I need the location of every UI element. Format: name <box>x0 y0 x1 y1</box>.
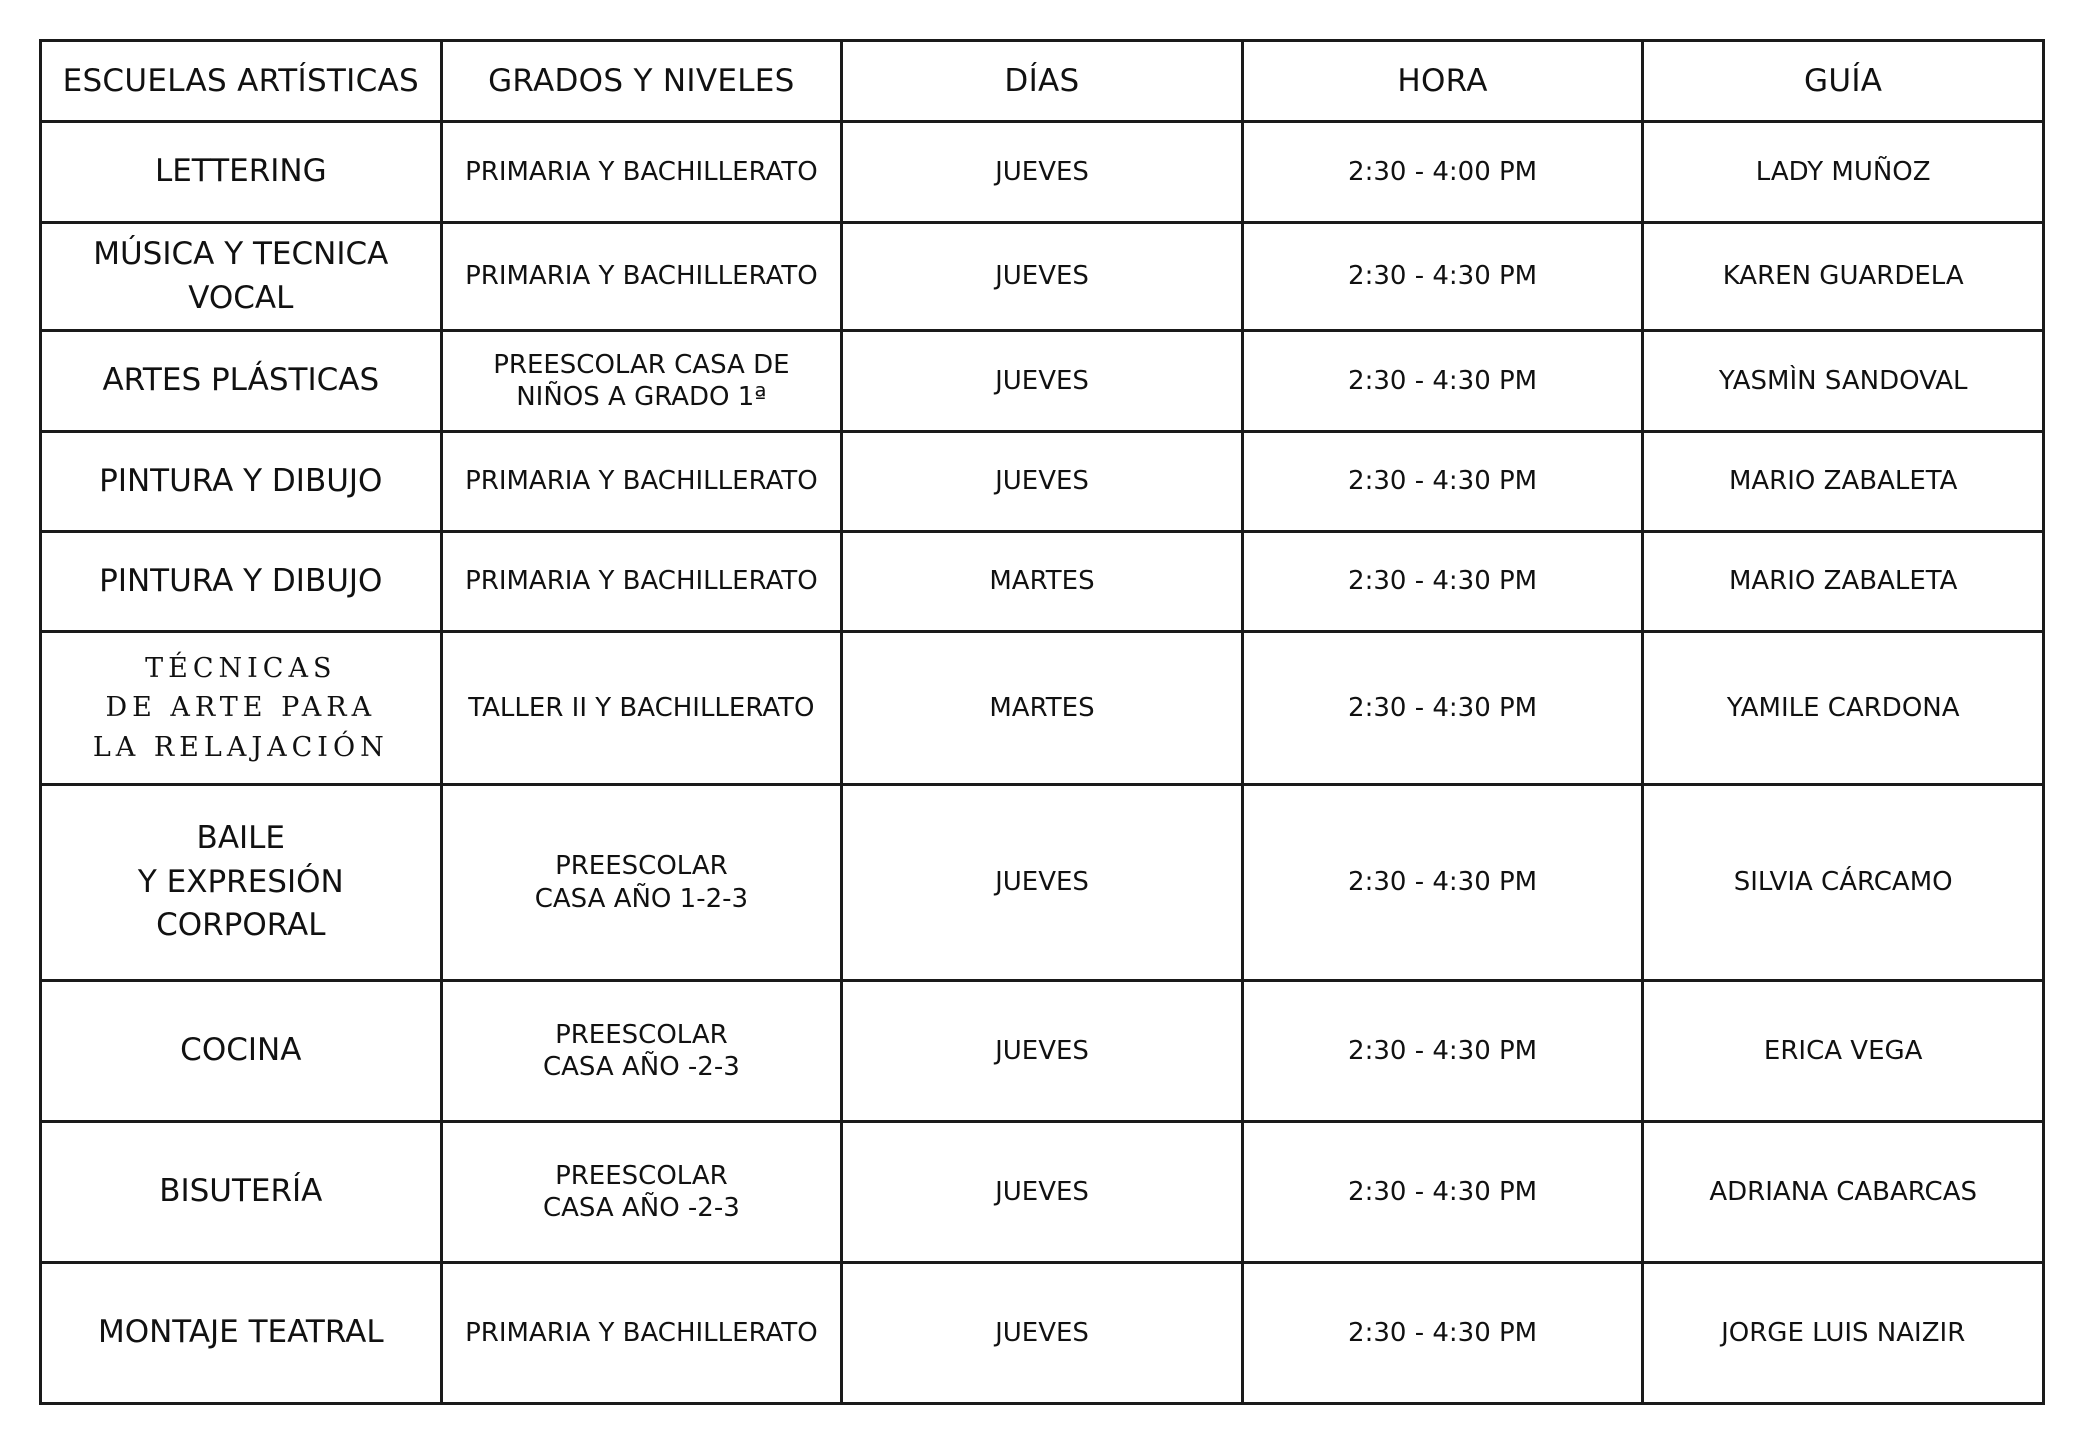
cell-guia: YAMILE CARDONA <box>1643 632 2044 785</box>
schedule-table <box>39 39 2045 1405</box>
cell-dias: JUEVES <box>842 785 1243 981</box>
cell-guia: SILVIA CÁRCAMO <box>1643 785 2044 981</box>
cell-escuela: TÉCNICAS DE ARTE PARA LA RELAJACIÓN <box>41 632 442 785</box>
header-row <box>41 41 2044 122</box>
cell-hora: 2:30 - 4:30 PM <box>1242 532 1643 632</box>
table-row <box>41 532 2044 632</box>
cell-hora: 2:30 - 4:30 PM <box>1242 1263 1643 1404</box>
cell-escuela: BAILE Y EXPRESIÓN CORPORAL <box>41 785 442 981</box>
cell-hora: 2:30 - 4:30 PM <box>1242 223 1643 331</box>
cell-dias: JUEVES <box>842 1263 1243 1404</box>
cell-escuela: MÚSICA Y TECNICA VOCAL <box>41 223 442 331</box>
cell-guia: MARIO ZABALETA <box>1643 432 2044 532</box>
table-row <box>41 1263 2044 1404</box>
cell-hora: 2:30 - 4:30 PM <box>1242 632 1643 785</box>
table-row <box>41 785 2044 981</box>
cell-hora: 2:30 - 4:00 PM <box>1242 122 1643 223</box>
cell-grados: PRIMARIA Y BACHILLERATO <box>441 432 842 532</box>
cell-dias: MARTES <box>842 532 1243 632</box>
cell-grados: PRIMARIA Y BACHILLERATO <box>441 122 842 223</box>
cell-grados: PREESCOLAR CASA DE NIÑOS A GRADO 1ª <box>441 331 842 432</box>
cell-dias: JUEVES <box>842 223 1243 331</box>
header-grados: GRADOS Y NIVELES <box>441 41 842 122</box>
cell-dias: JUEVES <box>842 981 1243 1122</box>
cell-guia: MARIO ZABALETA <box>1643 532 2044 632</box>
table-row <box>41 632 2044 785</box>
header-hora: HORA <box>1242 41 1643 122</box>
cell-dias: JUEVES <box>842 122 1243 223</box>
cell-escuela: COCINA <box>41 981 442 1122</box>
cell-dias: JUEVES <box>842 331 1243 432</box>
cell-hora: 2:30 - 4:30 PM <box>1242 331 1643 432</box>
cell-hora: 2:30 - 4:30 PM <box>1242 981 1643 1122</box>
cell-grados: PREESCOLAR CASA AÑO -2-3 <box>441 1122 842 1263</box>
header-dias: DÍAS <box>842 41 1243 122</box>
cell-dias: JUEVES <box>842 432 1243 532</box>
cell-guia: LADY MUÑOZ <box>1643 122 2044 223</box>
cell-hora: 2:30 - 4:30 PM <box>1242 432 1643 532</box>
cell-escuela: BISUTERÍA <box>41 1122 442 1263</box>
cell-grados: PREESCOLAR CASA AÑO 1-2-3 <box>441 785 842 981</box>
table-row <box>41 432 2044 532</box>
cell-guia: KAREN GUARDELA <box>1643 223 2044 331</box>
table-row <box>41 981 2044 1122</box>
table-row <box>41 223 2044 331</box>
header-escuelas: ESCUELAS ARTÍSTICAS <box>41 41 442 122</box>
header-guia: GUÍA <box>1643 41 2044 122</box>
cell-guia: ERICA VEGA <box>1643 981 2044 1122</box>
cell-dias: MARTES <box>842 632 1243 785</box>
cell-guia: ADRIANA CABARCAS <box>1643 1122 2044 1263</box>
cell-dias: JUEVES <box>842 1122 1243 1263</box>
cell-grados: TALLER II Y BACHILLERATO <box>441 632 842 785</box>
table-row <box>41 122 2044 223</box>
cell-escuela: PINTURA Y DIBUJO <box>41 432 442 532</box>
cell-escuela: LETTERING <box>41 122 442 223</box>
cell-grados: PRIMARIA Y BACHILLERATO <box>441 1263 842 1404</box>
cell-escuela: PINTURA Y DIBUJO <box>41 532 442 632</box>
cell-grados: PREESCOLAR CASA AÑO -2-3 <box>441 981 842 1122</box>
table-row <box>41 331 2044 432</box>
cell-escuela: ARTES PLÁSTICAS <box>41 331 442 432</box>
cell-grados: PRIMARIA Y BACHILLERATO <box>441 223 842 331</box>
cell-escuela: MONTAJE TEATRAL <box>41 1263 442 1404</box>
cell-guia: YASMÌN SANDOVAL <box>1643 331 2044 432</box>
cell-guia: JORGE LUIS NAIZIR <box>1643 1263 2044 1404</box>
table-row <box>41 1122 2044 1263</box>
cell-hora: 2:30 - 4:30 PM <box>1242 1122 1643 1263</box>
cell-hora: 2:30 - 4:30 PM <box>1242 785 1643 981</box>
cell-grados: PRIMARIA Y BACHILLERATO <box>441 532 842 632</box>
